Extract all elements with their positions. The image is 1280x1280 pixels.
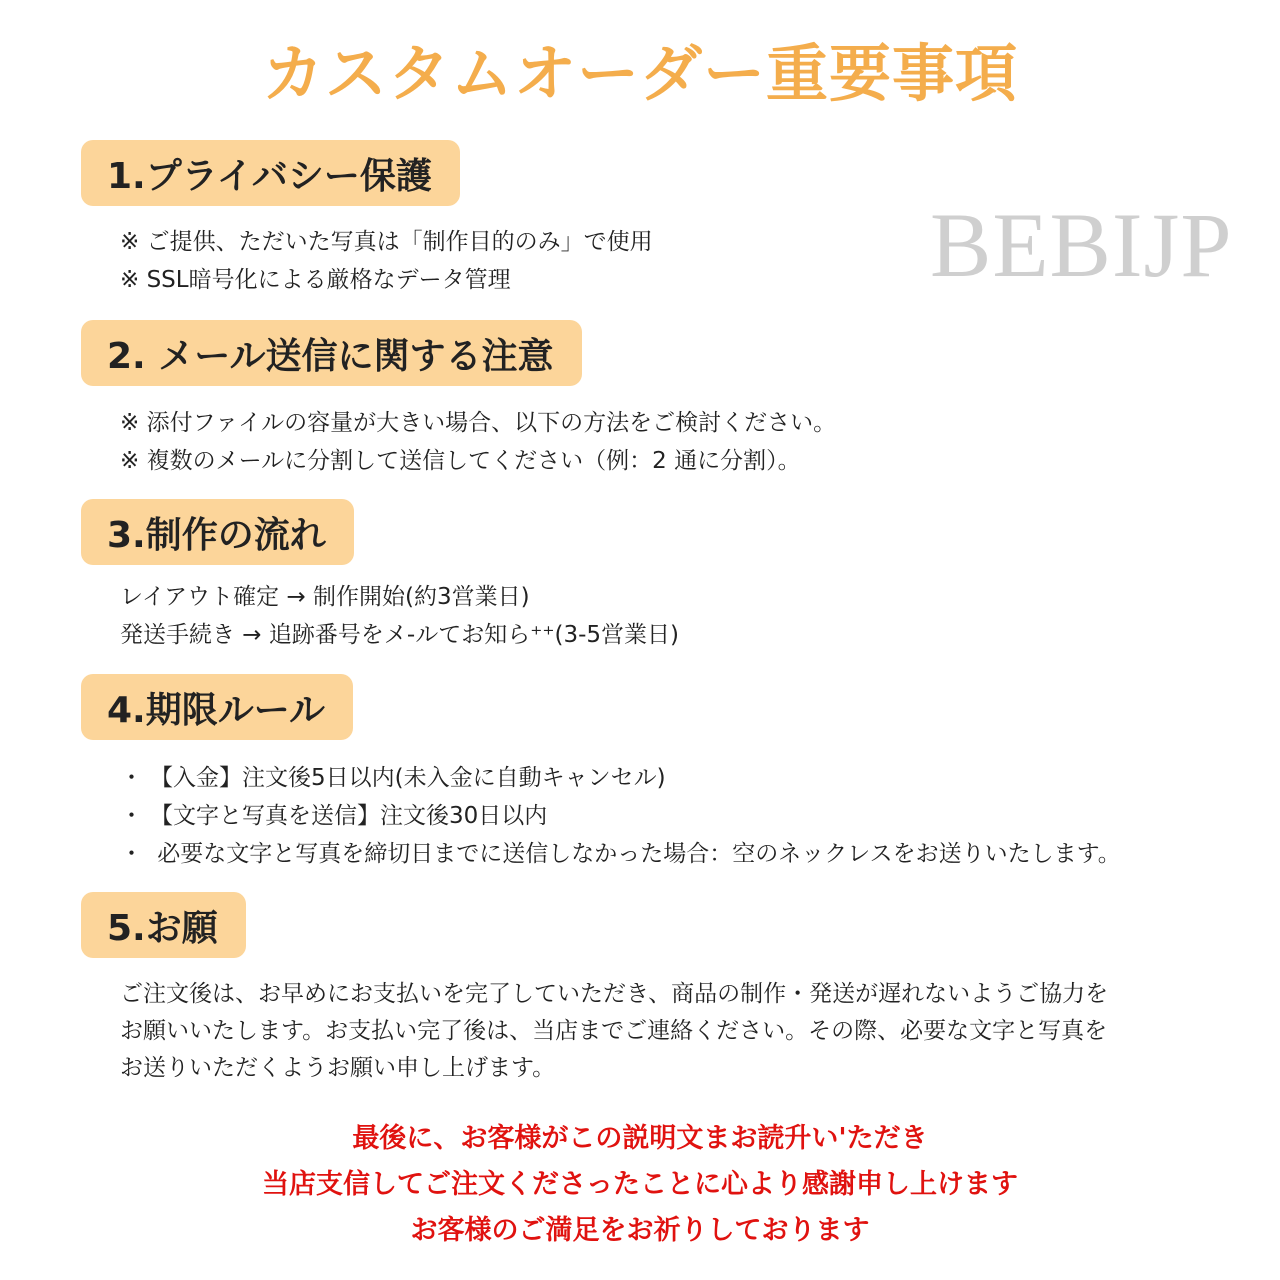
closing-line-3: お客様のご満足をお祈りしております <box>410 1215 870 1246</box>
deadline-item-text: 【入金】注文後5日以内(未入金に自動キャンセル) <box>150 765 666 791</box>
email-line-2: ※ 複数のメールに分割して送信してください（例：2 通に分割）。 <box>120 448 801 474</box>
deadline-item <box>120 759 666 797</box>
deadline-item <box>120 835 1121 873</box>
closing-line-1: 最後に、お客様がこの説明文まお読升い'ただき <box>352 1123 928 1154</box>
bullet-dot: ・ <box>120 841 143 867</box>
closing-line-2: 当店支信してご注文くださったことに心より感謝申し上けます <box>262 1169 1018 1200</box>
section-heading-deadline: 4.期限ルール <box>81 674 353 740</box>
bullet-dot: ・ <box>120 803 143 829</box>
request-line-1: ご注文後は、お早めにお支払いを完了していただき、商品の制作・発送が遅れないようご協力を <box>120 981 1109 1007</box>
request-line-3: お送りいただくようお願い申し上げます。 <box>120 1055 556 1081</box>
request-line-2: お願いいたします。お支払い完了後は、当店までご連絡ください。その際、必要な文字と写真を <box>120 1018 1108 1044</box>
section-heading-email: 2. メール送信に関する注意 <box>81 320 582 386</box>
flow-line-2: 発送手続き → 追跡番号をメ-ルてお知ら⁺⁺(3-5営業日) <box>120 622 679 648</box>
deadline-item-text: 【文字と写真を送信】注文後30日以内 <box>150 803 548 829</box>
bullet-dot: ・ <box>120 765 143 791</box>
flow-line-1: レイアウト確定 → 制作開始(約3営業日) <box>120 584 530 610</box>
deadline-item-text: 必要な文字と写真を締切日までに送信しなかった場合：空のネックレスをお送りいたします。 <box>150 841 1121 867</box>
section-heading-flow: 3.制作の流れ <box>81 499 354 565</box>
deadline-item <box>120 797 547 835</box>
page-title: カスタムオーダー重要事項 <box>261 37 1018 110</box>
section-heading-privacy: 1.プライバシー保護 <box>81 140 460 206</box>
email-line-1: ※ 添付ファイルの容量が大きい場合、以下の方法をご検討ください。 <box>120 410 837 436</box>
request-paragraph <box>120 976 1210 1087</box>
privacy-line-2: ※ SSL暗号化による厳格なデータ管理 <box>120 267 511 293</box>
brand-watermark: BEBIJP <box>930 194 1233 296</box>
closing-message <box>0 1116 1280 1254</box>
section-heading-request: 5.お願 <box>81 892 246 958</box>
privacy-line-1: ※ ご提供、ただいた写真は「制作目的のみ」で使用 <box>120 229 653 255</box>
